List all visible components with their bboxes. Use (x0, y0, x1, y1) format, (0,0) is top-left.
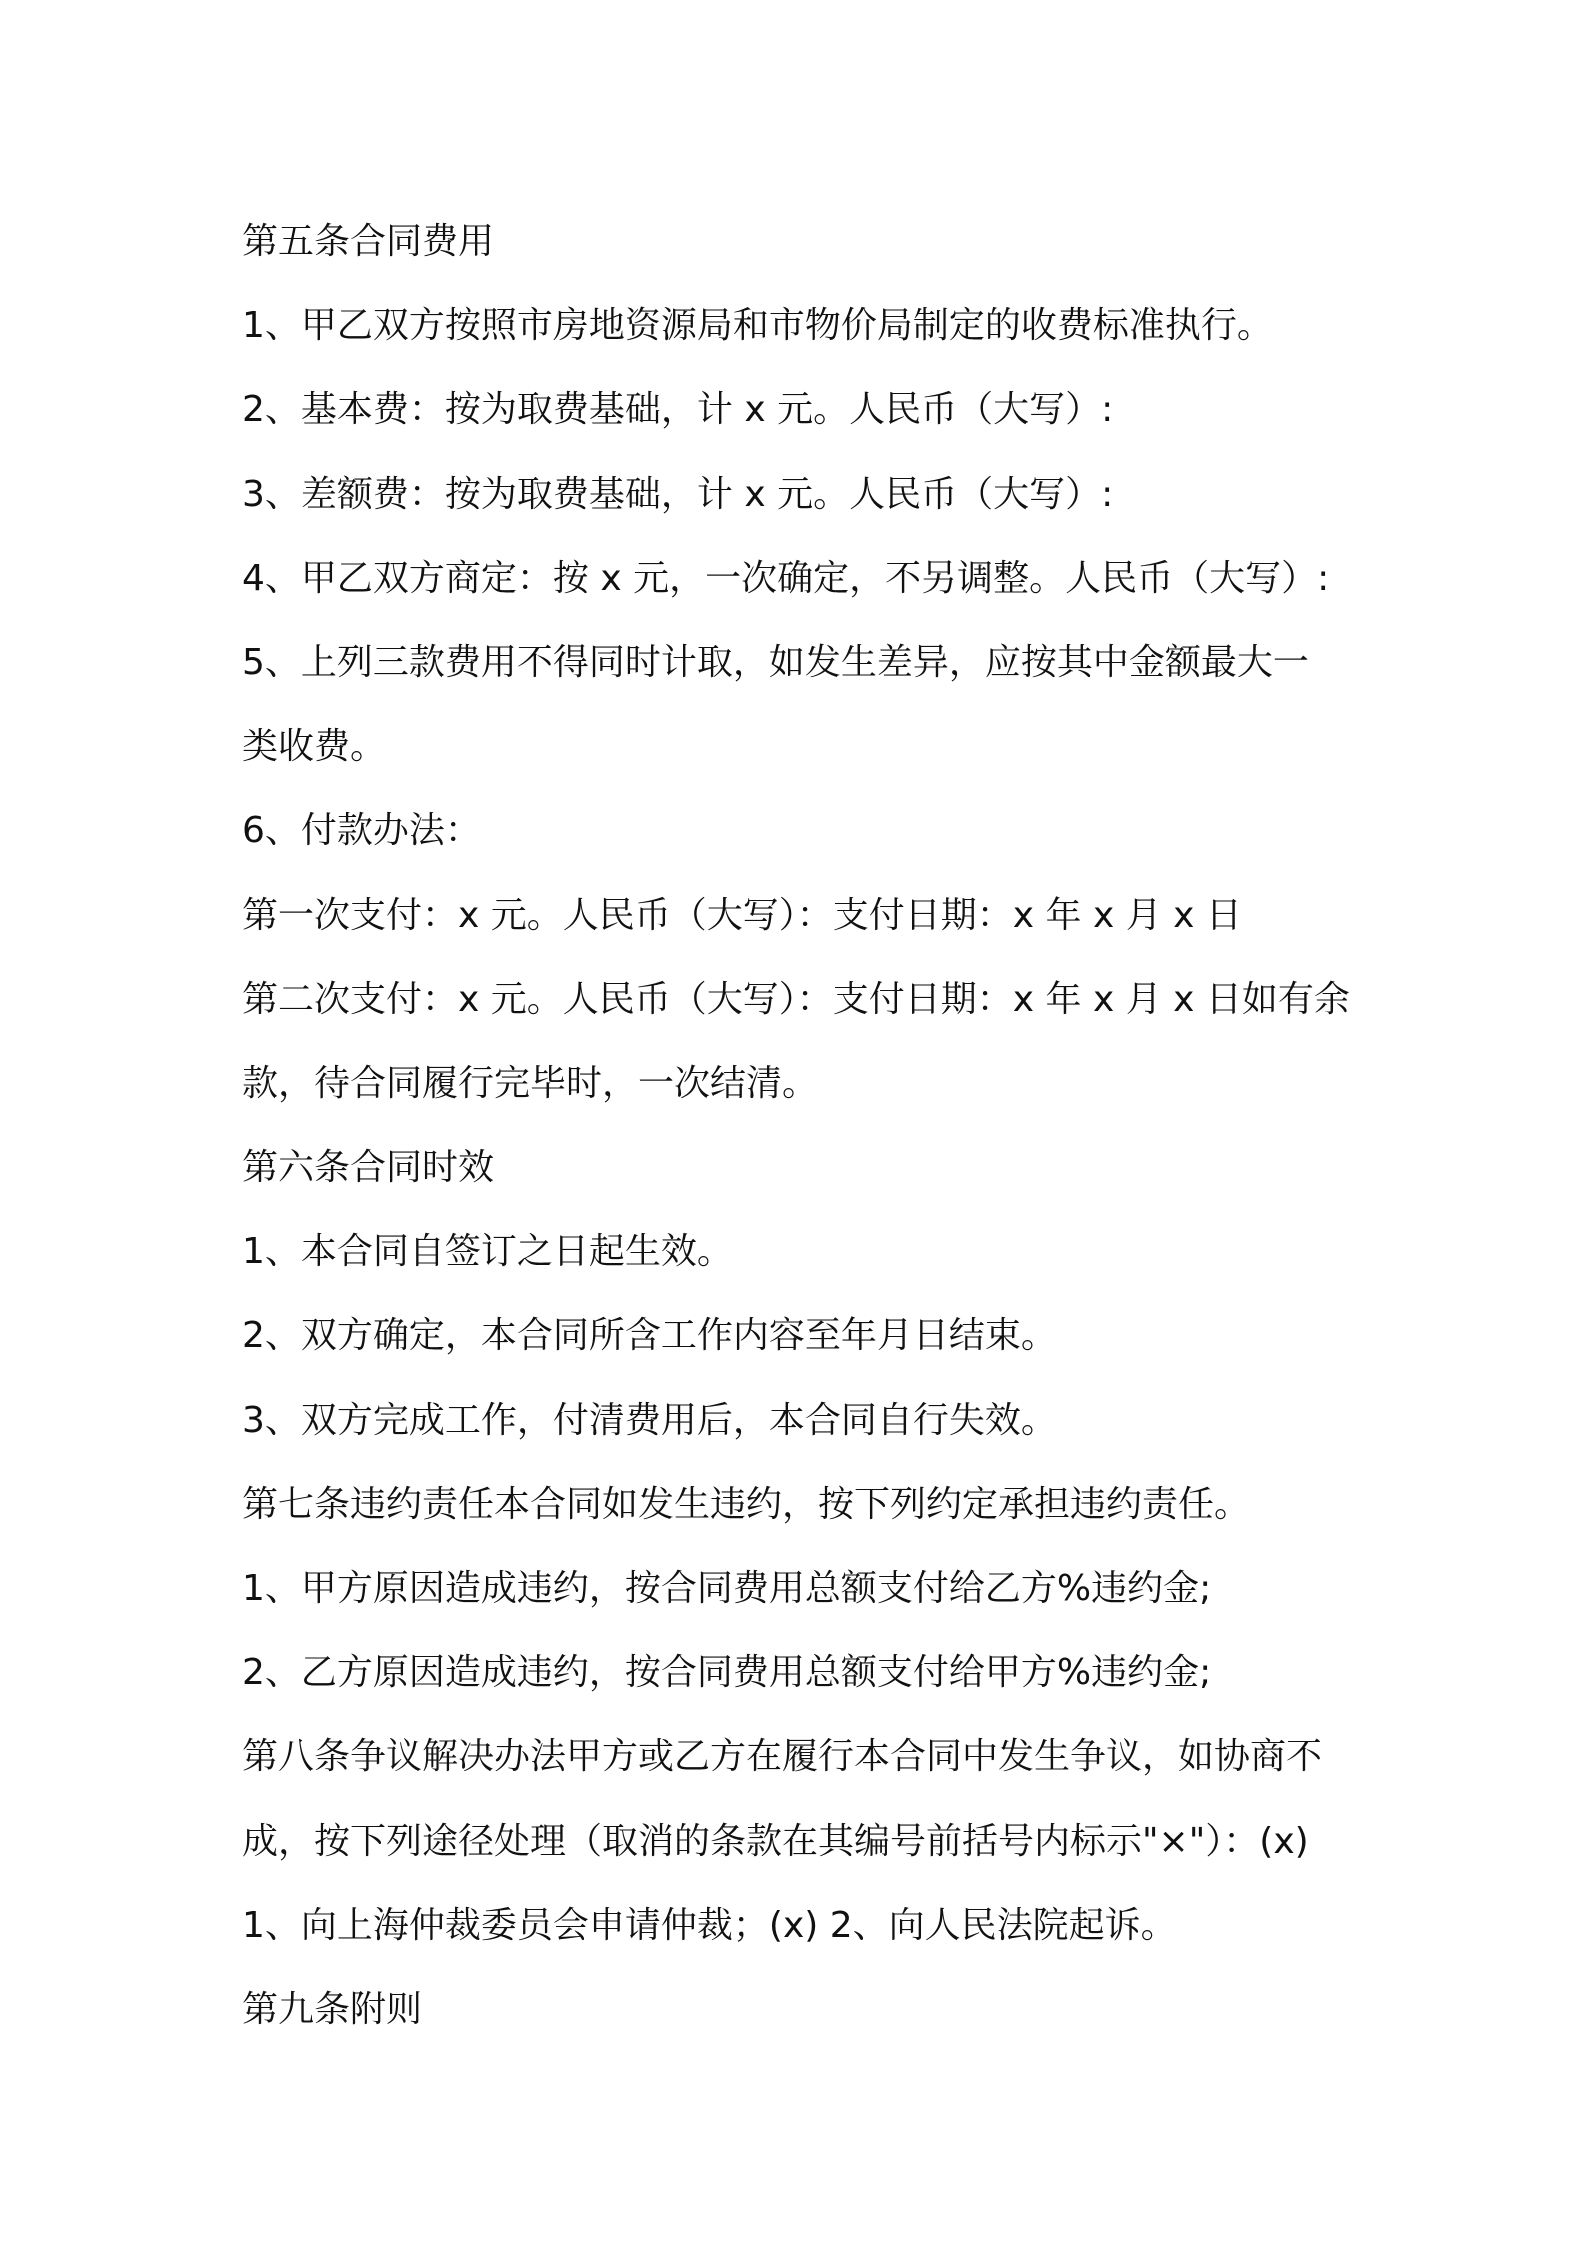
paragraph-line: 类收费。 (242, 726, 387, 768)
section-heading-article-5: 第五条合同费用 (242, 221, 495, 262)
section-heading-article-6: 第六条合同时效 (242, 1147, 495, 1189)
paragraph-line: 6、付款办法： (242, 810, 481, 852)
paragraph-line: 第一次支付：x 元。人民币（大写）：支付日期：x 年 x 月 x 日 (242, 894, 1242, 936)
paragraph-line: 1、向上海仲裁委员会申请仲裁；(x) 2、向人民法院起诉。 (242, 1904, 1177, 1946)
paragraph-line: 2、基本费：按为取费基础，计 x 元。人民币（大写）: (242, 389, 1114, 431)
paragraph-line: 2、双方确定，本合同所含工作内容至年月日结束。 (242, 1315, 1057, 1357)
paragraph-line: 成，按下列途径处理（取消的条款在其编号前括号内标示"×"）：(x) (242, 1820, 1309, 1862)
paragraph-line: 1、甲方原因造成违约，按合同费用总额支付给乙方%违约金; (242, 1568, 1212, 1609)
section-heading-article-8: 第八条争议解决办法甲方或乙方在履行本合同中发生争议，如协商不 (242, 1736, 1323, 1778)
paragraph-line: 款，待合同履行完毕时，一次结清。 (242, 1062, 819, 1104)
paragraph-line: 3、双方完成工作，付清费用后，本合同自行失效。 (242, 1399, 1057, 1441)
section-heading-article-7: 第七条违约责任本合同如发生违约，按下列约定承担违约责任。 (242, 1483, 1251, 1525)
paragraph-line: 第二次支付：x 元。人民币（大写）：支付日期：x 年 x 月 x 日如有余 (242, 978, 1350, 1020)
paragraph-line: 4、甲乙双方商定：按 x 元，一次确定，不另调整。人民币（大写）: (242, 557, 1330, 599)
document-body (242, 200, 1372, 2052)
paragraph-line: 2、乙方原因造成违约，按合同费用总额支付给甲方%违约金; (242, 1652, 1212, 1694)
section-heading-article-9: 第九条附则 (242, 1988, 423, 2030)
paragraph-line: 1、甲乙双方按照市房地资源局和市物价局制定的收费标准执行。 (242, 305, 1273, 347)
paragraph-line: 1、本合同自签订之日起生效。 (242, 1231, 733, 1273)
paragraph-line: 5、上列三款费用不得同时计取，如发生差异，应按其中金额最大一 (242, 641, 1309, 683)
paragraph-line: 3、差额费：按为取费基础，计 x 元。人民币（大写）: (242, 473, 1114, 515)
